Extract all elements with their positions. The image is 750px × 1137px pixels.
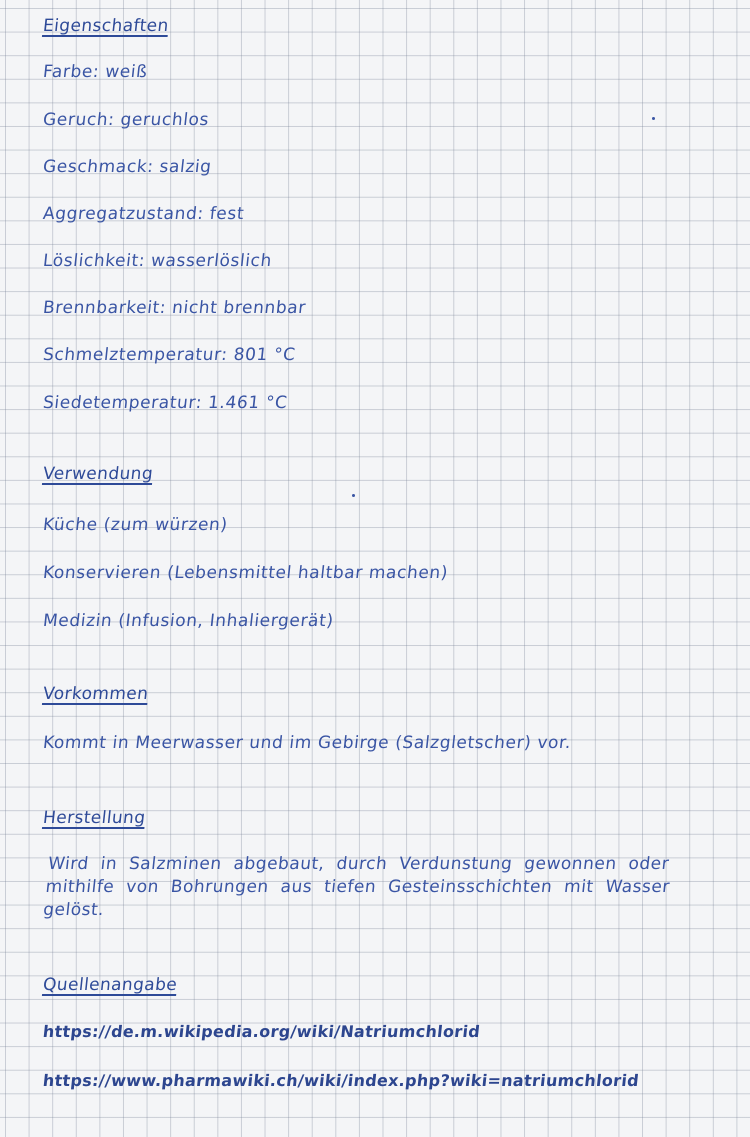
ink-speck [352, 494, 355, 497]
usage-medizin: Medizin (Infusion, Inhaliergerät) [42, 611, 335, 631]
usage-kueche: Küche (zum würzen) [42, 515, 229, 535]
vorkommen-text: Kommt in Meerwasser und im Gebirge (Salzgletscher) vor. [42, 733, 573, 753]
herstellung-text: Wird in Salzminen abgebaut, durch Verdunstung gewonnen oder mithilfe von Bohrungen aus tiefen Gesteinsschichten mit Wasser gelöst. [42, 854, 671, 920]
property-farbe: Farbe: weiß [42, 62, 149, 82]
heading-eigenschaften: Eigenschaften [42, 16, 170, 36]
property-geschmack: Geschmack: salzig [42, 157, 213, 177]
heading-verwendung: Verwendung [42, 464, 155, 484]
property-loeslichkeit: Löslichkeit: wasserlöslich [42, 251, 273, 271]
usage-konservieren: Konservieren (Lebensmittel haltbar machen) [42, 563, 450, 583]
heading-vorkommen: Vorkommen [42, 684, 150, 704]
property-aggregatzustand: Aggregatzustand: fest [42, 204, 246, 224]
heading-herstellung: Herstellung [42, 808, 147, 828]
property-siedetemperatur: Siedetemperatur: 1.461 °C [42, 393, 289, 413]
property-schmelztemperatur: Schmelztemperatur: 801 °C [42, 345, 297, 365]
heading-quellenangabe: Quellenangabe [42, 975, 179, 995]
property-geruch: Geruch: geruchlos [42, 110, 211, 130]
ink-speck [652, 117, 655, 120]
source-url-pharmawiki: https://www.pharmawiki.ch/wiki/index.php?wiki=natriumchlorid [42, 1071, 640, 1090]
source-url-wikipedia: https://de.m.wikipedia.org/wiki/Natriumchlorid [42, 1022, 482, 1041]
property-brennbarkeit: Brennbarkeit: nicht brennbar [42, 298, 307, 318]
